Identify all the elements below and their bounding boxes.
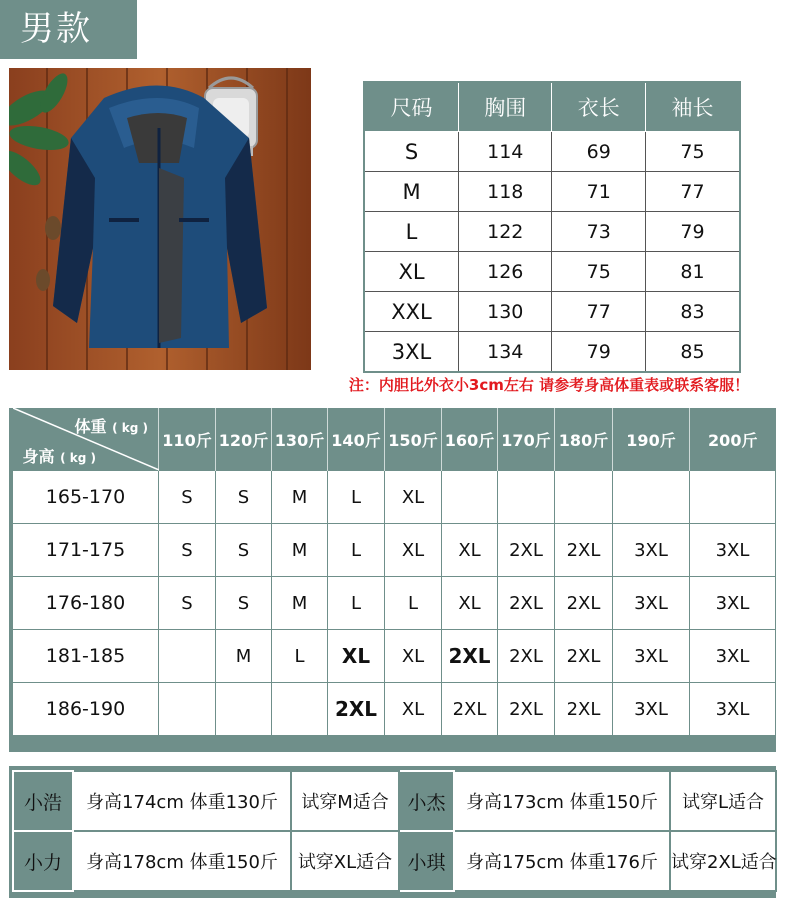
weight-axis-label: 体重 ( kg ) — [74, 417, 148, 436]
fit-cell: 2XL — [498, 524, 555, 577]
table-row — [13, 771, 776, 831]
table-cell: 75 — [645, 132, 740, 172]
table-row — [364, 212, 740, 252]
table-cell: 71 — [552, 172, 645, 212]
table-cell: 79 — [645, 212, 740, 252]
fit-cell — [442, 471, 498, 524]
tester-result: 试穿M适合 — [291, 771, 399, 831]
table-cell: 69 — [552, 132, 645, 172]
product-photo — [9, 68, 311, 370]
fit-cell: XL — [442, 524, 498, 577]
tester-result: 试穿L适合 — [670, 771, 776, 831]
fit-corner-cell — [13, 408, 159, 471]
table-cell: 83 — [645, 292, 740, 332]
fit-cell — [272, 683, 328, 736]
fit-cell: 3XL — [613, 524, 690, 577]
fit-cell: M — [272, 524, 328, 577]
fit-chart — [9, 408, 776, 752]
fit-cell: M — [272, 471, 328, 524]
fit-cell: XL — [385, 471, 442, 524]
fit-cell — [613, 471, 690, 524]
height-axis-label: 身高 ( kg ) — [22, 447, 96, 466]
fit-cell-highlight: 2XL — [328, 683, 385, 736]
fit-cell: 3XL — [690, 577, 776, 630]
fit-cell: 2XL — [555, 524, 613, 577]
fit-cell: 2XL — [555, 683, 613, 736]
size-note: 注：内胆比外衣小3cm左右 请参考身高体重表或联系客服！ — [348, 376, 750, 394]
fit-cell: 3XL — [613, 683, 690, 736]
fit-cell: XL — [385, 630, 442, 683]
table-cell: 75 — [552, 252, 645, 292]
table-row — [364, 132, 740, 172]
fit-cell: XL — [385, 524, 442, 577]
height-cell: 181-185 — [13, 630, 159, 683]
fit-cell: 3XL — [613, 630, 690, 683]
table-row — [13, 683, 776, 736]
weight-header: 120斤 — [216, 408, 272, 471]
table-row — [364, 172, 740, 212]
fit-cell: L — [272, 630, 328, 683]
fit-cell: 2XL — [442, 683, 498, 736]
tester-result: 试穿XL适合 — [291, 831, 399, 891]
size-col-header: 尺码 — [364, 82, 459, 132]
table-row — [13, 577, 776, 630]
length-col-header: 衣长 — [552, 82, 645, 132]
fit-cell: 3XL — [690, 630, 776, 683]
fit-cell: 2XL — [555, 577, 613, 630]
table-row — [13, 524, 776, 577]
height-cell: 165-170 — [13, 471, 159, 524]
table-cell: XXL — [364, 292, 459, 332]
fit-cell: 2XL — [498, 683, 555, 736]
table-cell: 81 — [645, 252, 740, 292]
table-cell: 118 — [459, 172, 552, 212]
tester-stats: 身高178cm 体重150斤 — [73, 831, 291, 891]
fit-cell-highlight: XL — [328, 630, 385, 683]
table-row — [364, 292, 740, 332]
sleeve-col-header: 袖长 — [645, 82, 740, 132]
table-cell: 85 — [645, 332, 740, 373]
weight-header: 130斤 — [272, 408, 328, 471]
fit-cell: XL — [442, 577, 498, 630]
fit-cell: L — [328, 524, 385, 577]
fit-cell: M — [216, 630, 272, 683]
table-cell: 126 — [459, 252, 552, 292]
weight-header: 140斤 — [328, 408, 385, 471]
table-cell: S — [364, 132, 459, 172]
tester-stats: 身高175cm 体重176斤 — [454, 831, 670, 891]
fit-cell: 3XL — [690, 683, 776, 736]
tester-name: 小力 — [13, 831, 73, 891]
tester-name: 小浩 — [13, 771, 73, 831]
tester-name: 小琪 — [399, 831, 454, 891]
table-cell: 77 — [645, 172, 740, 212]
fit-cell — [555, 471, 613, 524]
fit-cell: M — [272, 577, 328, 630]
table-row — [13, 630, 776, 683]
height-cell: 176-180 — [13, 577, 159, 630]
fit-cell: 2XL — [498, 630, 555, 683]
tester-stats: 身高174cm 体重130斤 — [73, 771, 291, 831]
table-cell: 77 — [552, 292, 645, 332]
fit-table — [12, 408, 776, 736]
fit-cell: L — [328, 577, 385, 630]
weight-header: 190斤 — [613, 408, 690, 471]
table-row — [364, 252, 740, 292]
page-title: 男款 — [0, 0, 137, 59]
table-row — [13, 831, 776, 891]
table-cell: 114 — [459, 132, 552, 172]
size-table-header-row — [364, 82, 740, 132]
fit-cell — [159, 630, 216, 683]
height-cell: 186-190 — [13, 683, 159, 736]
table-cell: 130 — [459, 292, 552, 332]
table-cell: XL — [364, 252, 459, 292]
tester-stats: 身高173cm 体重150斤 — [454, 771, 670, 831]
table-row — [364, 332, 740, 373]
chest-col-header: 胸围 — [459, 82, 552, 132]
fit-cell: XL — [385, 683, 442, 736]
weight-header: 160斤 — [442, 408, 498, 471]
fit-cell: S — [159, 524, 216, 577]
weight-header: 200斤 — [690, 408, 776, 471]
fit-cell: 2XL — [498, 577, 555, 630]
fit-cell: L — [385, 577, 442, 630]
fit-cell — [216, 683, 272, 736]
size-table — [363, 81, 741, 373]
table-cell: 79 — [552, 332, 645, 373]
fit-header-row — [13, 408, 776, 471]
fit-cell — [690, 471, 776, 524]
tester-result: 试穿2XL适合 — [670, 831, 776, 891]
fit-cell: S — [216, 524, 272, 577]
weight-header: 180斤 — [555, 408, 613, 471]
weight-header: 110斤 — [159, 408, 216, 471]
fit-cell: S — [216, 577, 272, 630]
tester-section — [9, 766, 776, 898]
fit-cell: 2XL — [555, 630, 613, 683]
tester-table — [12, 770, 777, 892]
table-cell: 73 — [552, 212, 645, 252]
table-cell: 3XL — [364, 332, 459, 373]
fit-cell: S — [159, 471, 216, 524]
table-cell: 134 — [459, 332, 552, 373]
table-cell: L — [364, 212, 459, 252]
tester-name: 小杰 — [399, 771, 454, 831]
table-row — [13, 471, 776, 524]
fit-cell: 3XL — [690, 524, 776, 577]
weight-header: 150斤 — [385, 408, 442, 471]
table-cell: M — [364, 172, 459, 212]
fit-cell: S — [216, 471, 272, 524]
weight-header: 170斤 — [498, 408, 555, 471]
height-cell: 171-175 — [13, 524, 159, 577]
fit-cell: 3XL — [613, 577, 690, 630]
table-cell: 122 — [459, 212, 552, 252]
fit-cell — [159, 683, 216, 736]
fit-cell-highlight: 2XL — [442, 630, 498, 683]
fit-cell — [498, 471, 555, 524]
fit-cell: L — [328, 471, 385, 524]
fit-cell: S — [159, 577, 216, 630]
